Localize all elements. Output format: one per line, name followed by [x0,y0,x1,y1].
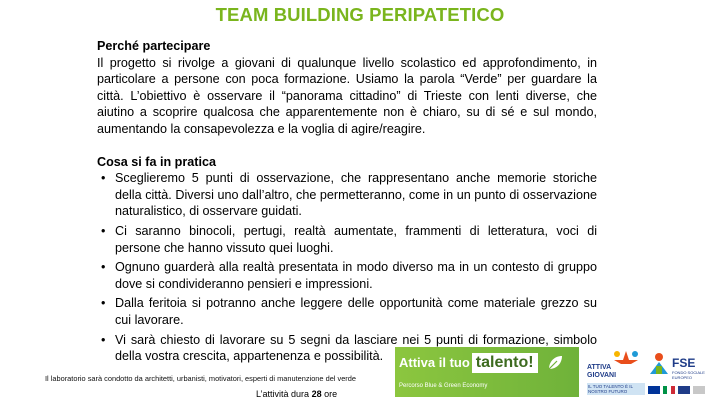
partner-flags [648,386,710,394]
page-title: TEAM BUILDING PERIPATETICO [215,4,505,25]
banner-text-main: Attiva il tuo [399,355,470,370]
section-heading-why: Perché partecipare [97,39,211,53]
duration-suffix: ore [324,389,338,399]
star-icon [611,350,641,364]
duration-value: 28 [311,389,322,399]
practice-list [97,170,597,365]
partner-emblem-icon [693,386,705,394]
attiva-giovani-sub: IL TUO TALENTO È IL NOSTRO FUTURO [587,383,645,395]
leaf-icon [545,353,565,373]
duration-prefix: L’attività dura [256,389,310,399]
fse-mark-icon [648,352,670,376]
eu-flag-icon [648,386,660,394]
section-body-why: Il progetto si rivolge a giovani di qualunque livello scolastico ed approfondimento, in particolare a persone con poca formazione. Usiamo la parola “Verde” per guardare la città. L’obiettivo è osservare il “panorama cittadino” di Trieste con lenti diverse, che aiutino a scoprire qualcosa che apparentemente non è chiaro, su di sé e sul mondo, aumentando la consapevolezza e la voglia di agire/reagire. [97,55,597,136]
list-item: • Ci saranno binocoli, pertugi, realtà aumentate, frammenti di letteratura, voci di persone che hanno vissuto quei luoghi. [97,223,597,256]
banner-subtitle: Percorso Blue & Green Economy [399,383,488,389]
talent-banner [395,347,579,397]
attiva-giovani-text: ATTIVA GIOVANI [587,364,617,379]
region-emblem-icon [678,386,690,394]
duration-line [256,389,337,399]
list-item: • Dalla feritoia si potranno anche leggere delle opportunità come materiale grezzo su cui lavorare. [97,295,597,328]
footer-note: Il laboratorio sarà condotto da architetti, urbanisti, motivatori, esperti di manutenzione del verde [45,374,356,383]
list-item: • Vi sarà chiesto di lavorare su 5 segni da lasciare nei 5 punti di formazione, simbolo della vostra crescita, appartenenza e possibilità. [97,332,597,365]
fse-text: FSE [672,356,696,370]
banner-headline [399,353,538,373]
main-content [97,38,597,368]
attiva-giovani-logo [585,350,645,396]
fse-subtitle: FONDO SOCIALE EUROPEO [672,370,705,380]
section-heading-practice: Cosa si fa in pratica [97,154,216,169]
fse-logo [648,350,710,396]
banner-text-box: talento! [472,353,538,373]
italy-flag-icon [663,386,675,394]
list-item: • Sceglieremo 5 punti di osservazione, che rappresentano anche memorie storiche della città. Diversi uno dall’altro, che permetteranno, come in un punto di osservazione naturalistico, di osservare guidati. [97,170,597,220]
list-item: • Ognuno guarderà alla realtà presentata in modo diverso ma in un contesto di gruppo dove si condivideranno pensieri e impressioni. [97,259,597,292]
